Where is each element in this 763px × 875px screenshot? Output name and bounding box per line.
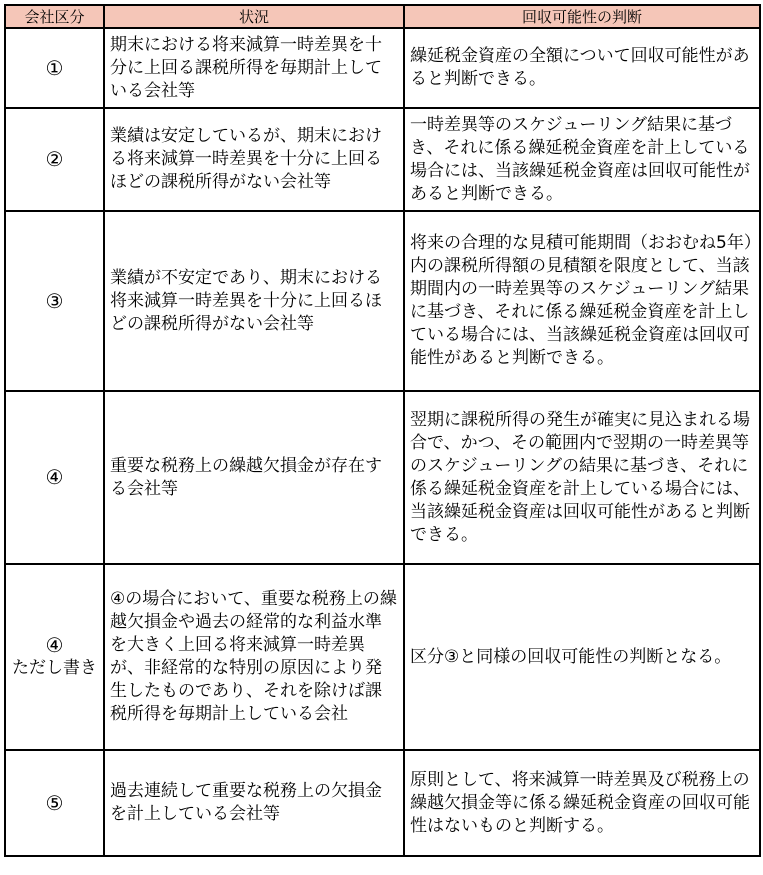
table-row (5, 211, 760, 391)
category-number: ③ (45, 288, 64, 313)
judgment-cell: 原則として、将来減算一時差異及び税務上の繰越欠損金等に係る繰延税金資産の回収可能性はないものと判断する。 (404, 750, 760, 856)
table-row (5, 391, 760, 564)
header-row (5, 5, 760, 28)
header-company-category: 会社区分 (5, 5, 104, 28)
judgment-cell: 一時差異等のスケジューリング結果に基づき、それに係る繰延税金資産を計上している場合には、当該繰延税金資産は回収可能性があると判断できる。 (404, 108, 760, 211)
category-cell (5, 108, 104, 211)
category-cell (5, 211, 104, 391)
judgment-cell: 繰延税金資産の全額について回収可能性があると判断できる。 (404, 28, 760, 108)
category-number: ⑤ (45, 790, 64, 815)
judgment-cell: 将来の合理的な見積可能期間（おおむね5年）内の課税所得額の見積額を限度として、当該期間内の一時差異等のスケジューリング結果に基づき、それに係る繰延税金資産を計上している場合には、当該繰延税金資産は回収可能性があると判断できる。 (404, 211, 760, 391)
category-number: ② (45, 147, 64, 171)
situation-cell: 過去連続して重要な税務上の欠損金を計上している会社等 (104, 750, 404, 856)
category-cell (5, 750, 104, 856)
situation-cell: ④の場合において、重要な税務上の繰越欠損金や過去の経常的な利益水準を大きく上回る将来減算一時差異が、非経常的な特別の原因により発生したものであり、それを除けば課税所得を毎期計上している会社 (104, 564, 404, 750)
table-row (5, 28, 760, 108)
category-number: ④ (45, 465, 64, 489)
table-row (5, 108, 760, 211)
situation-cell: 重要な税務上の繰越欠損金が存在する会社等 (104, 391, 404, 564)
header-situation: 状況 (104, 5, 404, 28)
situation-cell: 期末における将来減算一時差異を十分に上回る課税所得を毎期計上している会社等 (104, 28, 404, 108)
category-proviso-label: ただし書き (12, 658, 97, 678)
judgment-cell: 翌期に課税所得の発生が確実に見込まれる場合で、かつ、その範囲内で翌期の一時差異等のスケジューリングの結果に基づき、それに係る繰延税金資産を計上している場合には、当該繰延税金資産は回収可能性があると判断できる。 (404, 391, 760, 564)
situation-cell: 業績が不安定であり、期末における将来減算一時差異を十分に上回るほどの課税所得がない会社等 (104, 211, 404, 391)
category-cell (5, 564, 104, 750)
situation-cell: 業績は安定しているが、期末における将来減算一時差異を十分に上回るほどの課税所得がない会社等 (104, 108, 404, 211)
header-recoverability-judgment: 回収可能性の判断 (404, 5, 760, 28)
category-number: ① (45, 55, 64, 80)
table-row (5, 564, 760, 750)
category-cell (5, 391, 104, 564)
classification-table (4, 4, 761, 857)
category-number: ④ (45, 633, 64, 657)
judgment-cell: 区分③と同様の回収可能性の判断となる。 (404, 564, 760, 750)
category-cell (5, 28, 104, 108)
table-row (5, 750, 760, 856)
